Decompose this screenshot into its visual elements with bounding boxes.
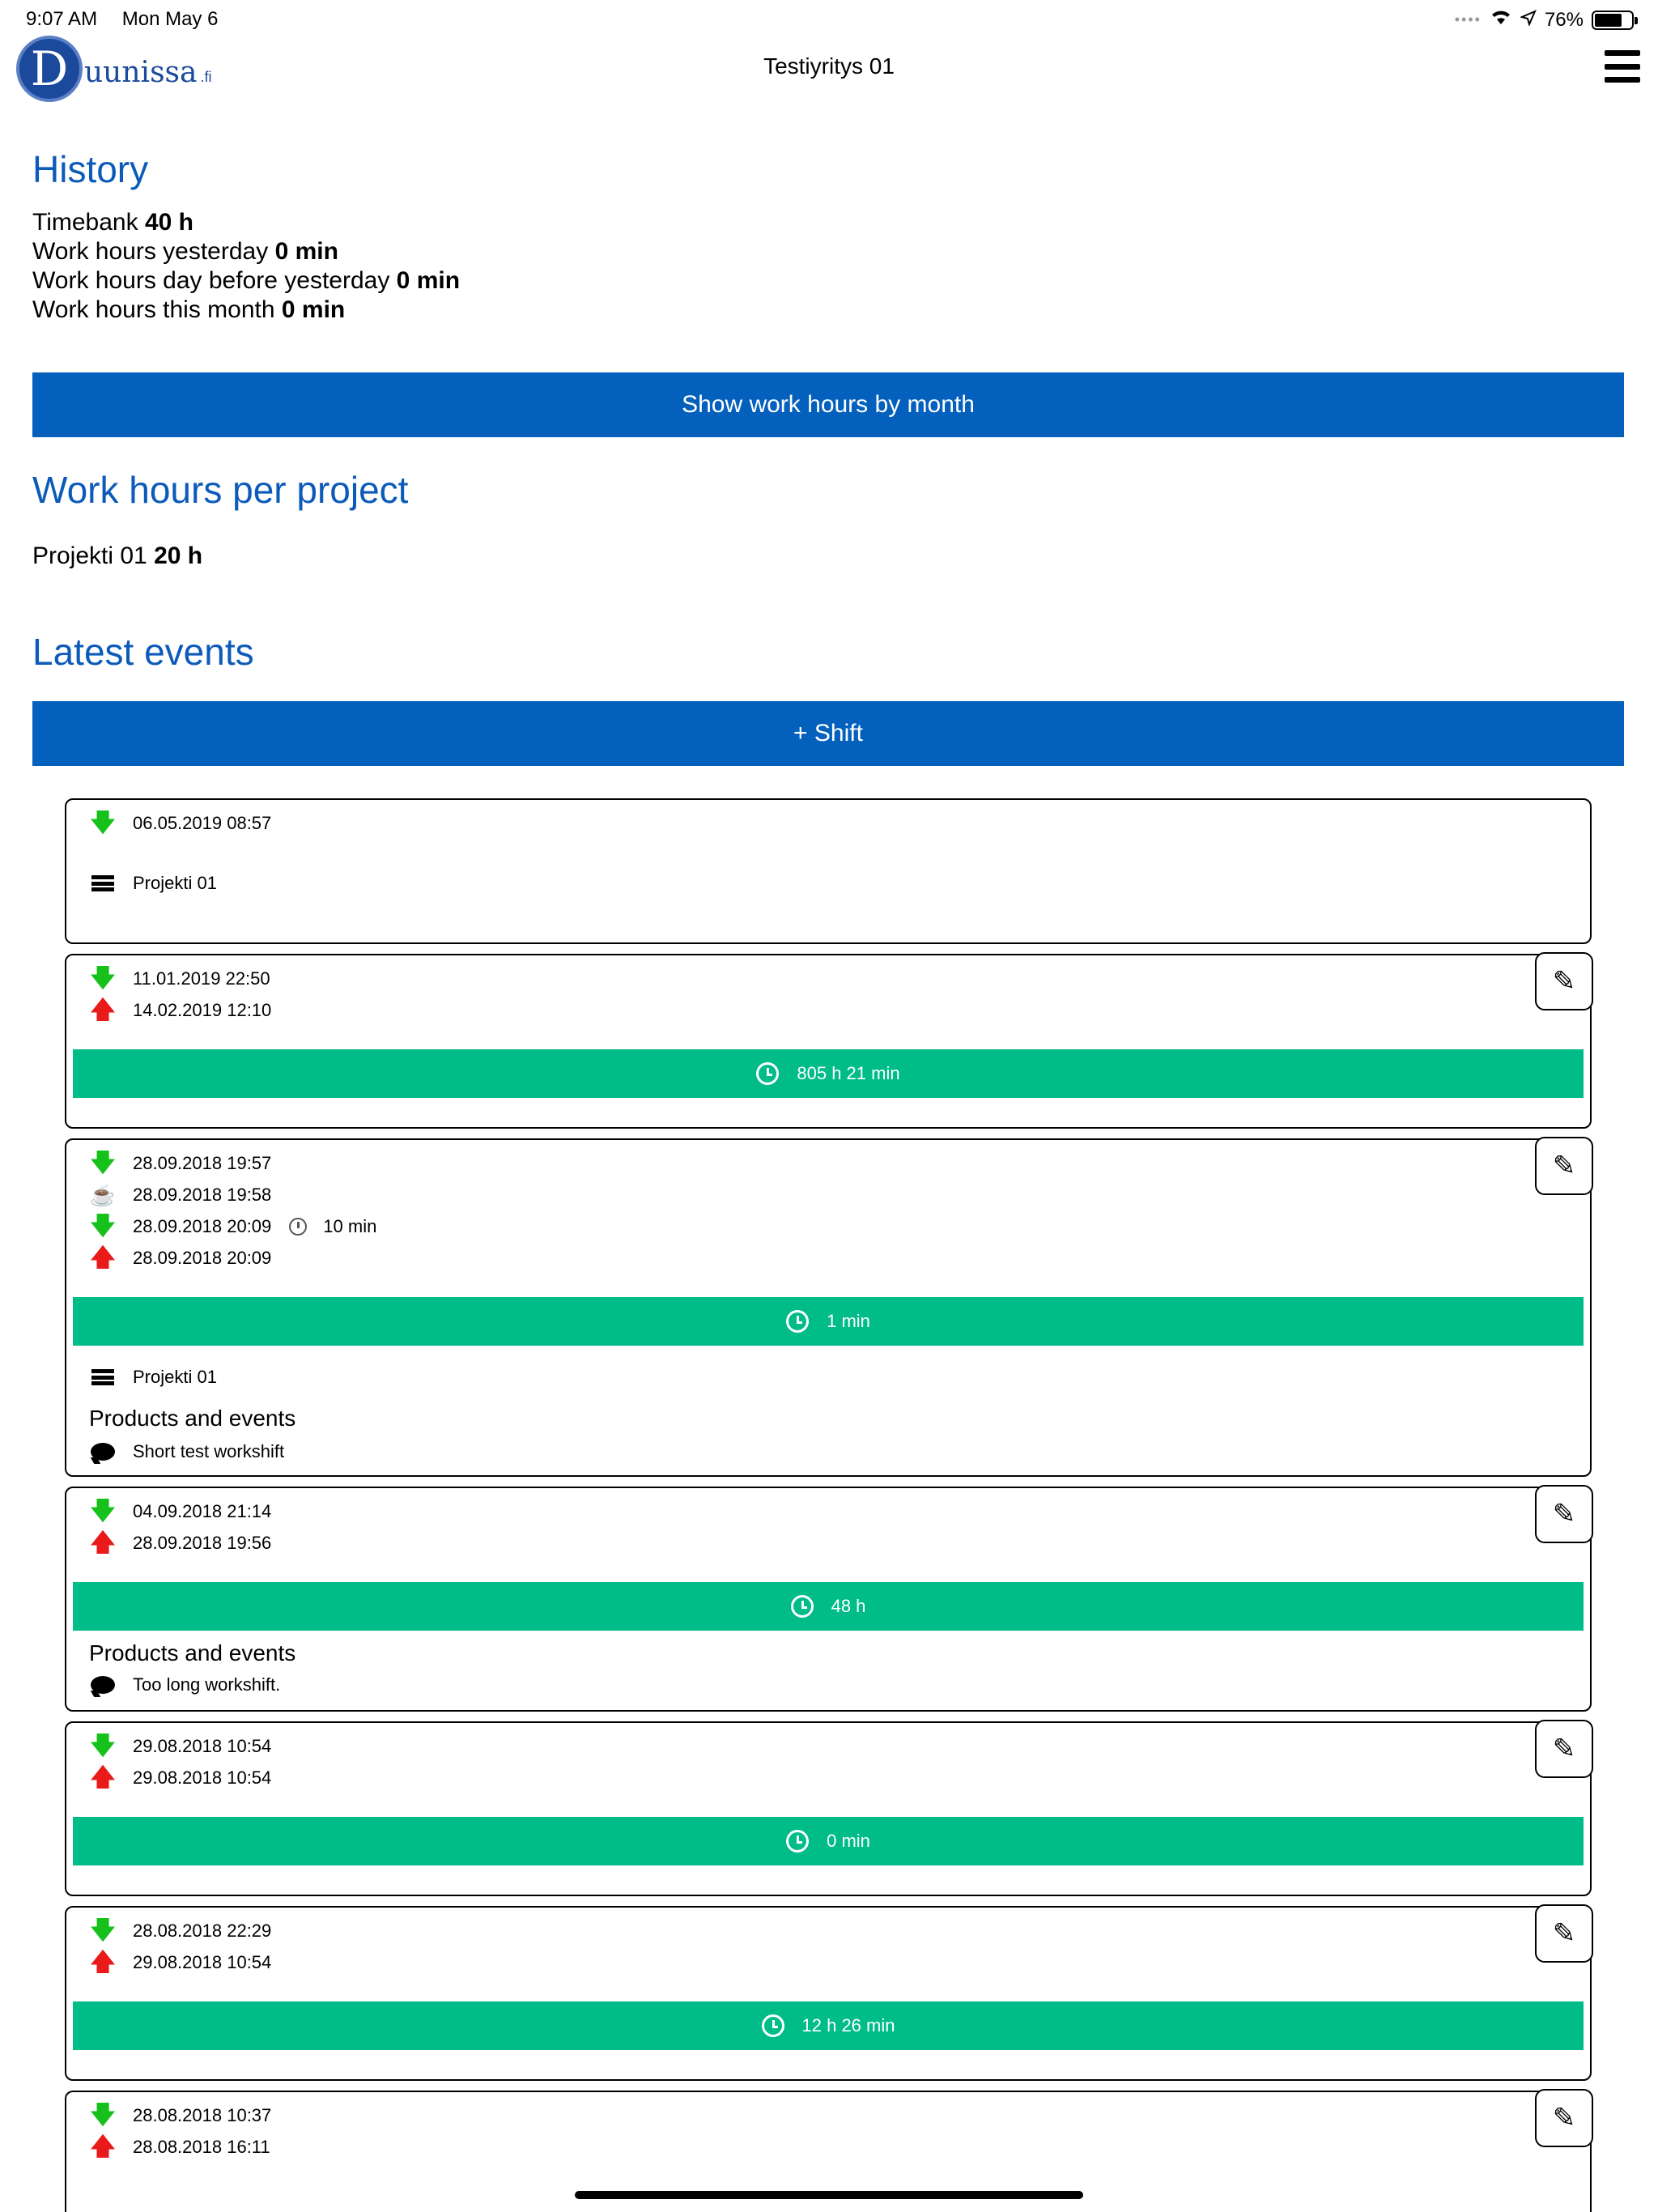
hamburger-menu-icon[interactable] (1605, 50, 1640, 83)
event-in-row (91, 1499, 271, 1524)
duration-bar (73, 1297, 1584, 1346)
event-out-time: 29.08.2018 10:54 (133, 1767, 272, 1788)
duration-value: 805 h 21 min (797, 1063, 900, 1083)
edit-event-button[interactable] (1535, 1485, 1593, 1543)
event-project-row (91, 871, 217, 895)
arrow-up-icon: 🡅 (90, 1764, 116, 1791)
app-header (0, 32, 1658, 105)
coffee-cup-icon: ☕ (89, 1183, 117, 1207)
logo-text: uunissa (84, 55, 198, 89)
duration-bar (73, 1582, 1584, 1631)
logo-emblem: D (16, 36, 83, 102)
duration-bar (73, 1817, 1584, 1865)
event-description-title: Products and events (89, 1640, 296, 1665)
event-out-time: 28.09.2018 20:09 (133, 1248, 272, 1268)
event-out-row (91, 1531, 271, 1555)
event-out-row (91, 998, 271, 1023)
clock-icon (756, 1062, 779, 1085)
duration-bar (73, 2001, 1584, 2050)
event-card (65, 1721, 1592, 1896)
day-before-label: Work hours day before yesterday (32, 267, 390, 294)
month-value: 0 min (281, 296, 346, 323)
event-comment: Too long workshift. (133, 1674, 281, 1695)
event-in-time: 29.08.2018 10:54 (133, 1736, 272, 1756)
edit-icon: ✎ (1552, 1733, 1576, 1764)
event-break-start: 28.09.2018 19:58 (133, 1185, 272, 1205)
arrow-down-icon: 🡇 (90, 2102, 116, 2129)
timebank-line (32, 209, 193, 236)
project-icon (91, 1369, 114, 1385)
event-comment-row (91, 1440, 284, 1464)
duration-value: 48 h (831, 1596, 866, 1616)
event-comment-row (91, 1673, 280, 1697)
event-out-row (91, 1766, 271, 1790)
event-card (65, 798, 1592, 944)
arrow-down-icon: 🡇 (90, 1917, 116, 1944)
company-title: Testiyritys 01 (763, 53, 895, 79)
edit-event-button[interactable] (1535, 1720, 1593, 1778)
event-out-time: 28.09.2018 19:56 (133, 1533, 272, 1553)
wifi-icon (1490, 8, 1512, 32)
clock-icon (786, 1310, 809, 1333)
event-break-end-row (91, 1214, 376, 1239)
event-description-title: Products and events (89, 1406, 296, 1431)
comment-bubble-icon (91, 1676, 115, 1694)
history-title: History (32, 148, 149, 190)
event-out-row (91, 1950, 271, 1975)
arrow-down-icon: 🡇 (90, 1733, 116, 1759)
project-hours: 20 h (154, 542, 203, 569)
logo-tld: .fi (200, 68, 212, 85)
edit-icon: ✎ (1552, 1151, 1576, 1181)
event-out-time: 29.08.2018 10:54 (133, 1952, 272, 1972)
arrow-up-icon: 🡅 (90, 2133, 116, 2160)
projects-title: Work hours per project (32, 469, 409, 511)
edit-event-button[interactable] (1535, 1904, 1593, 1963)
event-card (65, 954, 1592, 1129)
day-before-value: 0 min (396, 267, 461, 294)
comment-bubble-icon (91, 1443, 115, 1461)
status-time: 9:07 AM (26, 8, 98, 30)
duration-value: 12 h 26 min (801, 2015, 895, 2035)
duration-bar (73, 1049, 1584, 1098)
event-out-row (91, 2135, 270, 2159)
home-indicator[interactable] (575, 2191, 1083, 2199)
show-work-hours-button[interactable]: Show work hours by month (32, 372, 1624, 437)
arrow-down-icon: 🡇 (90, 1498, 116, 1525)
event-in-time: 11.01.2019 22:50 (133, 968, 270, 989)
edit-event-button[interactable] (1535, 1137, 1593, 1195)
project-icon (91, 875, 114, 891)
event-project-row (91, 1365, 217, 1389)
clock-icon (762, 2014, 784, 2037)
arrow-up-icon: 🡅 (90, 1949, 116, 1976)
timebank-label: Timebank (32, 209, 138, 236)
clock-icon (791, 1595, 814, 1618)
event-in-row (91, 1919, 271, 1943)
edit-event-button[interactable] (1535, 952, 1593, 1010)
event-project: Projekti 01 (133, 873, 217, 893)
clock-icon (786, 1830, 809, 1853)
edit-icon: ✎ (1552, 2103, 1576, 2133)
latest-events-title: Latest events (32, 631, 254, 673)
event-card (65, 1487, 1592, 1712)
yesterday-value: 0 min (274, 238, 338, 265)
day-before-line (32, 267, 460, 295)
event-in-row (91, 967, 270, 991)
event-break-end: 28.09.2018 20:09 (133, 1216, 272, 1236)
event-in-row (91, 1151, 271, 1176)
timebank-value: 40 h (144, 209, 193, 236)
event-in-time: 06.05.2019 08:57 (133, 813, 272, 833)
event-in-time: 28.09.2018 19:57 (133, 1153, 272, 1173)
event-in-time: 04.09.2018 21:14 (133, 1501, 272, 1521)
yesterday-label: Work hours yesterday (32, 238, 269, 265)
event-in-row (91, 811, 271, 836)
event-break-start-row (91, 1183, 271, 1207)
location-icon (1520, 9, 1537, 32)
status-date: Mon May 6 (121, 8, 219, 30)
clock-icon (289, 1218, 307, 1236)
arrow-down-icon: 🡇 (90, 965, 116, 992)
break-duration: 10 min (323, 1216, 377, 1236)
event-card (65, 1138, 1592, 1477)
duration-value: 0 min (827, 1831, 870, 1851)
project-line (32, 542, 202, 570)
arrow-up-icon: 🡅 (90, 1529, 116, 1556)
duration-value: 1 min (827, 1311, 870, 1331)
event-in-time: 28.08.2018 10:37 (133, 2105, 272, 2125)
arrow-down-icon: 🡇 (90, 1213, 116, 1240)
event-in-time: 28.08.2018 22:29 (133, 1921, 272, 1941)
event-in-row (91, 1734, 271, 1759)
yesterday-line (32, 238, 338, 266)
month-line (32, 296, 345, 324)
edit-event-button[interactable] (1535, 2089, 1593, 2147)
event-project: Projekti 01 (133, 1367, 217, 1387)
project-name: Projekti 01 (32, 542, 147, 569)
event-card (65, 1906, 1592, 2081)
event-out-time: 28.08.2018 16:11 (133, 2137, 270, 2157)
event-out-row (91, 1246, 271, 1270)
event-comment: Short test workshift (133, 1441, 285, 1461)
battery-percent: 76% (1544, 8, 1584, 31)
add-shift-button[interactable]: + Shift (32, 701, 1624, 766)
edit-icon: ✎ (1552, 1499, 1576, 1529)
event-out-time: 14.02.2019 12:10 (133, 1000, 272, 1020)
edit-icon: ✎ (1552, 966, 1576, 997)
arrow-down-icon: 🡇 (90, 810, 116, 836)
arrow-up-icon: 🡅 (90, 1244, 116, 1271)
event-in-row (91, 2104, 271, 2128)
arrow-up-icon: 🡅 (90, 997, 116, 1023)
arrow-down-icon: 🡇 (90, 1150, 116, 1176)
battery-icon (1592, 11, 1634, 30)
month-label: Work hours this month (32, 296, 275, 323)
signal-icon: •••• (1454, 11, 1482, 28)
edit-icon: ✎ (1552, 1918, 1576, 1949)
